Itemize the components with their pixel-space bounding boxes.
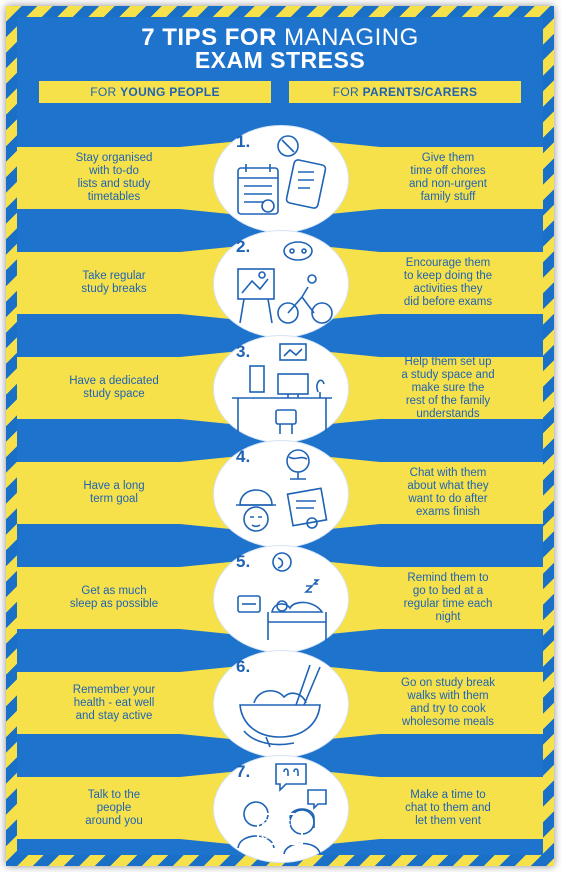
infographic-poster <box>6 6 554 866</box>
poster-body <box>17 17 543 855</box>
column-header-prefix: FOR <box>332 85 359 99</box>
tip-number: 3. <box>236 342 251 361</box>
tip-illustration <box>213 755 349 863</box>
tip-young-people-text: Stay organised with to-do lists and study timetables <box>75 152 153 203</box>
tip-row-2 <box>17 238 543 328</box>
column-header-prefix: FOR <box>90 85 117 99</box>
reachout-logo <box>257 813 303 845</box>
tip-row-4 <box>17 448 543 538</box>
tip-young-people-text: Remember your health - eat well and stay active <box>72 683 156 722</box>
desk-icon <box>214 336 348 442</box>
poster-title <box>17 24 543 73</box>
tip-parents-text: Chat with them about what they want to do after exams finish <box>407 467 489 518</box>
activities-icon <box>214 231 348 337</box>
tip-young-people-text: Have a long term goal <box>83 480 145 505</box>
tip-illustration <box>213 545 349 653</box>
goal-icon <box>214 441 348 547</box>
tip-young-people-text: Get as much sleep as possible <box>69 585 159 610</box>
tip-row-6 <box>17 658 543 748</box>
tip-row-3 <box>17 343 543 433</box>
title-line2: EXAM STRESS <box>194 47 366 73</box>
column-header-parents <box>289 81 521 103</box>
talk-icon <box>214 756 348 862</box>
column-header-bold: YOUNG PEOPLE <box>120 85 220 99</box>
logo-line2: OUT <box>261 830 284 842</box>
tip-illustration <box>213 125 349 233</box>
tip-young-people-text: Take regular study breaks <box>81 270 147 295</box>
column-header-young-people <box>39 81 271 103</box>
logo-line1: REACH <box>261 817 299 829</box>
tip-row-1 <box>17 133 543 223</box>
tip-number: 6. <box>236 657 251 676</box>
tip-parents-text: Remind them to go to bed at a regular time each night <box>403 572 493 623</box>
tip-row-5 <box>17 553 543 643</box>
tip-number: 2. <box>236 237 251 256</box>
title-bold: 7 TIPS FOR <box>141 24 277 51</box>
tip-young-people-text: Talk to the people around you <box>85 788 143 827</box>
sleep-icon <box>214 546 348 652</box>
column-header-bold: PARENTS/CARERS <box>362 85 478 99</box>
planner-icon <box>214 126 348 232</box>
tip-parents-text: Give them time off chores and non-urgent family stuff <box>408 152 487 203</box>
tip-number: 7. <box>236 762 251 781</box>
tip-parents-text: Encourage them to keep doing the activities they did before exams <box>403 257 493 308</box>
tip-number: 1. <box>236 132 251 151</box>
logo-suffix: .COM <box>283 835 299 841</box>
tip-illustration <box>213 335 349 443</box>
tip-number: 4. <box>236 447 251 466</box>
title-light: MANAGING <box>284 24 419 51</box>
tip-parents-text: Help them set up a study space and make sure the rest of the family understands <box>401 355 495 420</box>
tip-parents-text: Go on study break walks with them and try to cook wholesome meals <box>401 677 495 728</box>
tip-illustration <box>213 650 349 758</box>
tip-parents-text: Make a time to chat to them and let them vent <box>405 788 491 827</box>
food-icon <box>214 651 348 757</box>
tip-number: 5. <box>236 552 251 571</box>
tip-illustration <box>213 440 349 548</box>
tip-young-people-text: Have a dedicated study space <box>69 375 159 400</box>
tip-illustration <box>213 230 349 338</box>
